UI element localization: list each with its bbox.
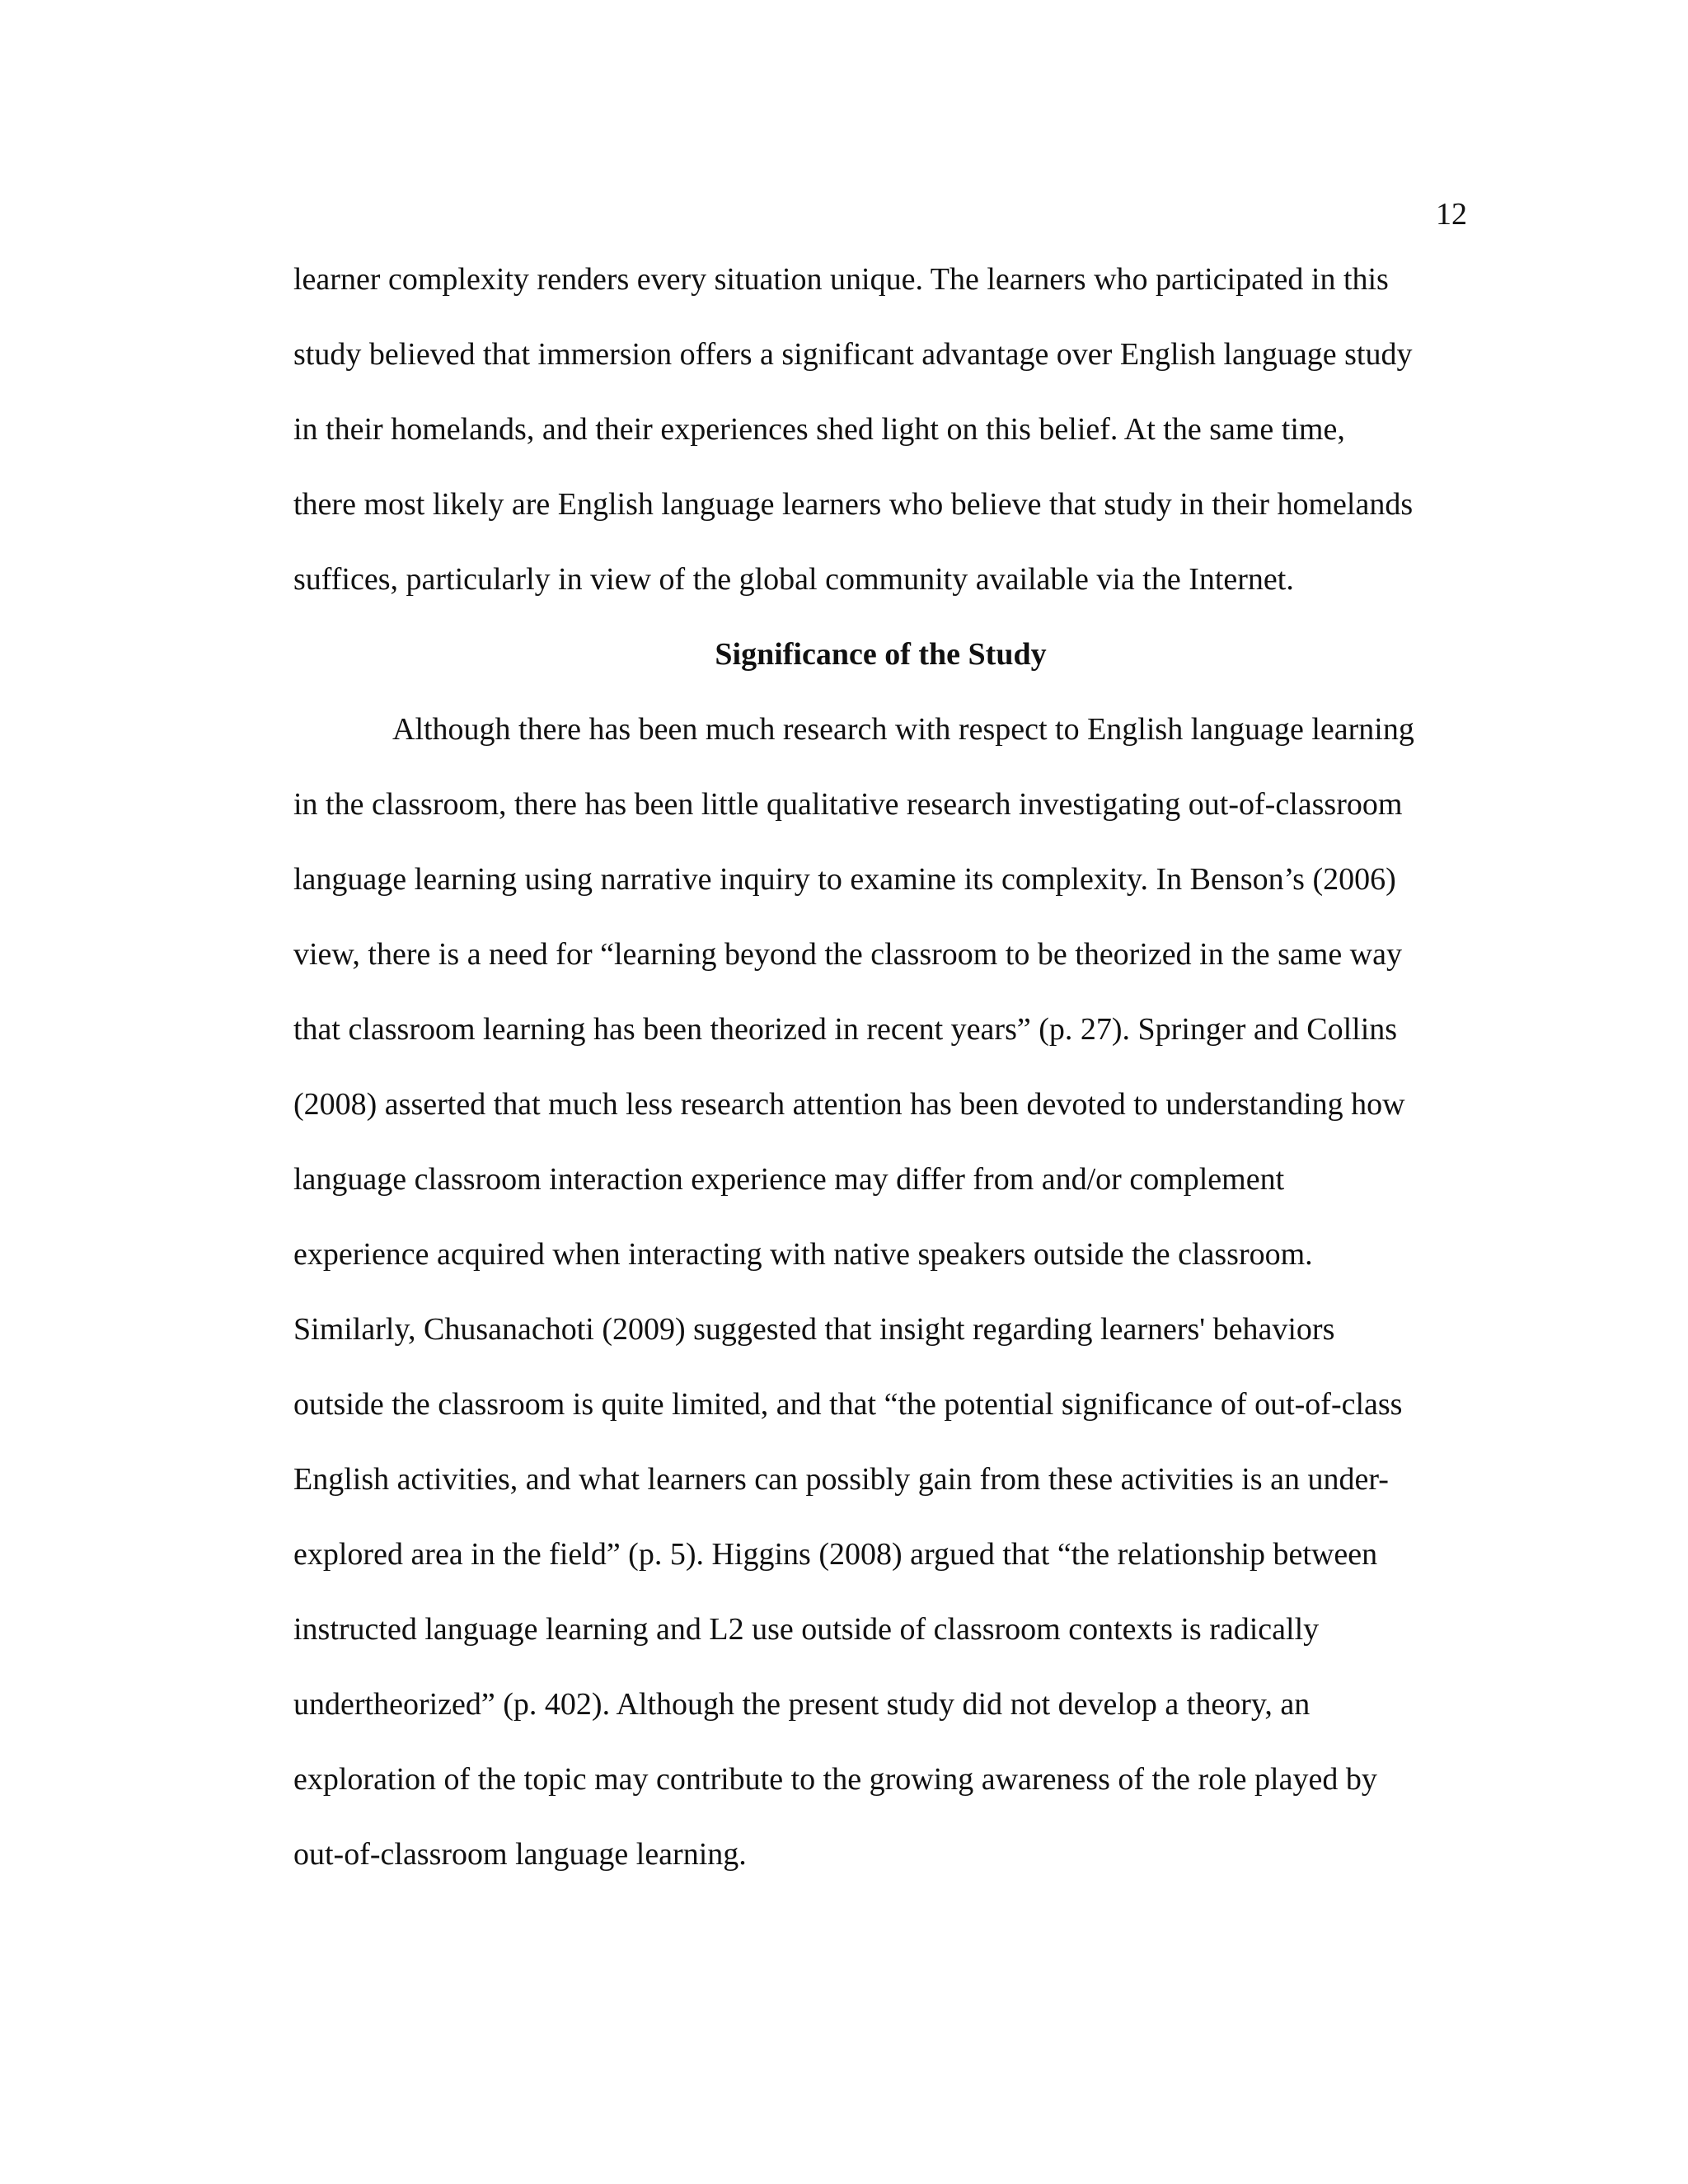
body-line: language learning using narrative inquiry to examine its complexity. In Benson’s (2006) bbox=[293, 862, 1396, 897]
body-line: Similarly, Chusanachoti (2009) suggested that insight regarding learners' behaviors bbox=[293, 1312, 1335, 1347]
body-line: outside the classroom is quite limited, and that “the potential significance of out-of-class bbox=[293, 1387, 1403, 1422]
body-line: suffices, particularly in view of the global community available via the Internet. bbox=[293, 562, 1294, 597]
body-line: English activities, and what learners can possibly gain from these activities is an under- bbox=[293, 1462, 1389, 1497]
body-line: undertheorized” (p. 402). Although the present study did not develop a theory, an bbox=[293, 1687, 1311, 1722]
body-line: in the classroom, there has been little qualitative research investigating out-of-classroom bbox=[293, 787, 1403, 822]
body-line: exploration of the topic may contribute to the growing awareness of the role played by bbox=[293, 1762, 1377, 1797]
body-line: learner complexity renders every situation unique. The learners who participated in this bbox=[293, 262, 1389, 297]
body-line: that classroom learning has been theorized in recent years” (p. 27). Springer and Collins bbox=[293, 1012, 1398, 1047]
body-line: study believed that immersion offers a significant advantage over English language study bbox=[293, 337, 1413, 372]
body-line: experience acquired when interacting with native speakers outside the classroom. bbox=[293, 1237, 1313, 1272]
body-line: language classroom interaction experience may differ from and/or complement bbox=[293, 1162, 1285, 1197]
body-line: instructed language learning and L2 use outside of classroom contexts is radically bbox=[293, 1612, 1320, 1647]
body-line: there most likely are English language learners who believe that study in their homelands bbox=[293, 487, 1414, 522]
body-line: Although there has been much research with respect to English language learning bbox=[392, 712, 1414, 747]
page-number: 12 bbox=[1436, 197, 1467, 232]
body-line: (2008) asserted that much less research attention has been devoted to understanding how bbox=[293, 1087, 1405, 1122]
section-heading: Significance of the Study bbox=[715, 637, 1047, 672]
body-line: out-of-classroom language learning. bbox=[293, 1837, 747, 1872]
body-line: view, there is a need for “learning beyond the classroom to be theorized in the same way bbox=[293, 937, 1402, 972]
body-line: explored area in the field” (p. 5). Higgins (2008) argued that “the relationship between bbox=[293, 1537, 1378, 1572]
body-line: in their homelands, and their experiences shed light on this belief. At the same time, bbox=[293, 412, 1345, 447]
